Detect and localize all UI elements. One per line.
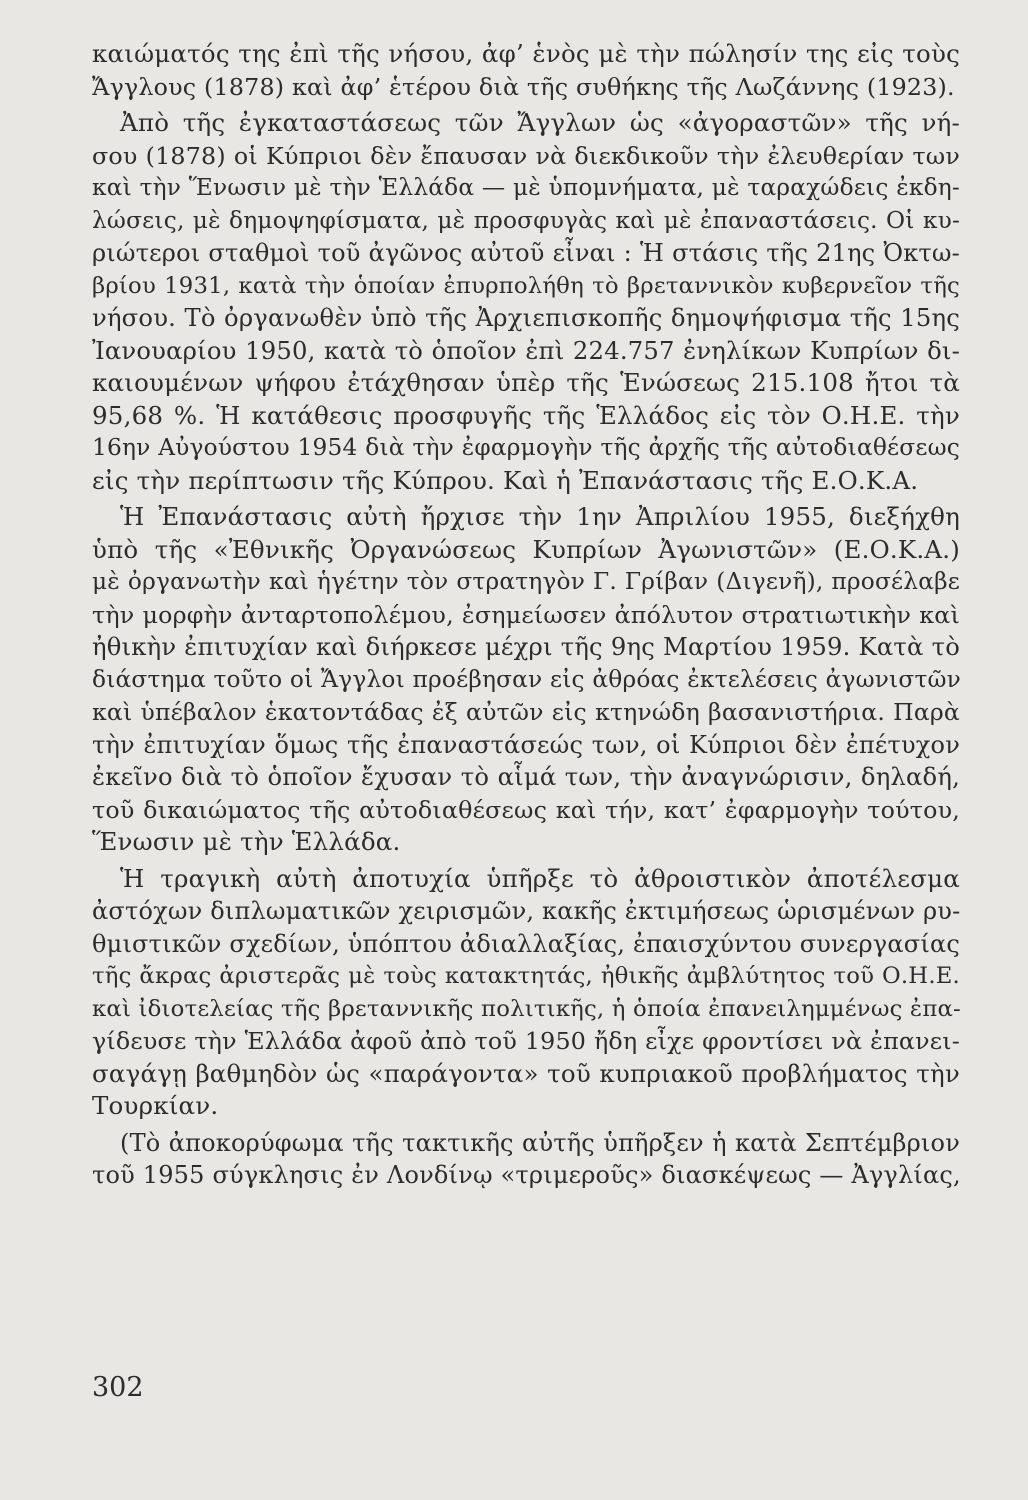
text-line: ἐκεῖνο διὰ τὸ ὁποῖον ἔχυσαν τὸ αἷμά των, τὴν ἀναγνώρισιν, δηλαδή, bbox=[92, 762, 960, 791]
paragraph-1 bbox=[92, 38, 960, 103]
paragraph-5 bbox=[92, 1127, 960, 1192]
text-line: τὴν μορφὴν ἀνταρτοπολέμου, ἐσημείωσεν ἀπόλυτον στρατιωτικὴν καὶ bbox=[92, 600, 960, 629]
paragraph-4 bbox=[92, 863, 960, 1123]
text-line: Ἕνωσιν μὲ τὴν Ἑλλάδα. bbox=[92, 827, 401, 856]
text-line: (Τὸ ἀποκορύφωμα τῆς τακτικῆς αὐτῆς ὑπῆρξεν ἡ κατὰ Σεπτέμβριον bbox=[120, 1128, 960, 1157]
text-line: διάστημα τοῦτο οἱ Ἄγγλοι προέβησαν εἰς ἀθρόας ἐκτελέσεις ἀγωνιστῶν bbox=[92, 665, 961, 693]
text-line: καιουμένων ψήφου ἐτάχθησαν ὑπὲρ τῆς Ἑνώσεως 215.108 ἤτοι τὰ bbox=[92, 368, 960, 397]
text-line: ἀστόχων διπλωματικῶν χειρισμῶν, κακῆς ἐκτιμήσεως ὡρισμένων ρυ- bbox=[92, 897, 961, 925]
text-line: νήσου. Τὸ ὀργανωθὲν ὑπὸ τῆς Ἀρχιεπισκοπῆς δημοψήφισμα τῆς 15ης bbox=[92, 303, 960, 332]
text-line: μὲ ὀργανωτὴν καὶ ἡγέτην τὸν στρατηγὸν Γ. Γρίβαν (Διγενῆ), προσέλαβε bbox=[92, 568, 960, 595]
text-line: Ἡ Ἐπανάστασις αὐτὴ ἤρχισε τὴν 1ην Ἀπριλίου 1955, διεξήχθη bbox=[120, 502, 960, 531]
paragraph-3 bbox=[92, 501, 960, 859]
text-line: τοῦ δικαιώματος τῆς αὐτοδιαθέσεως καὶ τήν, κατ’ ἐφαρμογὴν τούτου, bbox=[92, 795, 960, 824]
text-line: ἠθικὴν ἐπιτυχίαν καὶ διήρκεσε μέχρι τῆς 9ης Μαρτίου 1959. Κατὰ τὸ bbox=[92, 632, 960, 661]
text-line: τοῦ 1955 σύγκλησις ἐν Λονδίνῳ «τριμεροῦς» διασκέψεως — Ἀγγλίας, bbox=[92, 1161, 961, 1189]
paragraph-2 bbox=[92, 107, 960, 497]
text-line: καιώματός της ἐπὶ τῆς νήσου, ἀφ’ ἑνὸς μὲ τὴν πώλησίν της εἰς τοὺς bbox=[92, 39, 960, 68]
text-line: σαγάγῃ βαθμηδὸν ὡς «παράγοντα» τοῦ κυπριακοῦ προβλήματος τὴν bbox=[92, 1058, 960, 1088]
text-line: θμιστικῶν σχεδίων, ὑπόπτου ἀδιαλλαξίας, ἐπαισχύντου συνεργασίας bbox=[92, 929, 960, 958]
text-line: καὶ τὴν Ἕνωσιν μὲ τὴν Ἑλλάδα — μὲ ὑπομνήματα, μὲ ταραχώδεις ἐκδη- bbox=[92, 174, 960, 201]
text-line: εἰς τὴν περίπτωσιν τῆς Κύπρου. Καὶ ἡ Ἐπανάστασις τῆς Ε.Ο.Κ.Α. bbox=[92, 465, 919, 495]
text-line: τὴν ἐπιτυχίαν ὅμως τῆς ἐπαναστάσεώς των, οἱ Κύπριοι δὲν ἐπέτυχον bbox=[92, 730, 960, 759]
text-line: ριώτεροι σταθμοὶ τοῦ ἀγῶνος αὐτοῦ εἶναι : Ἡ στάσις τῆς 21ης Ὀκτω- bbox=[92, 239, 960, 267]
text-line: Τουρκίαν. bbox=[92, 1091, 219, 1120]
text-line: 16ην Αὐγούστου 1954 διὰ τὴν ἐφαρμογὴν τῆς ἀρχῆς τῆς αὐτοδιαθέσεως bbox=[92, 434, 960, 461]
text-line: καὶ ἰδιοτελείας τῆς βρεταννικῆς πολιτικῆς, ἡ ὁποία ἐπανειλημμένως ἐπα- bbox=[92, 995, 961, 1022]
text-line: Ἀπὸ τῆς ἐγκαταστάσεως τῶν Ἄγγλων ὡς «ἀγοραστῶν» τῆς νή- bbox=[120, 108, 960, 137]
text-line: σου (1878) οἱ Κύπριοι δὲν ἔπαυσαν νὰ διεκδικοῦν τὴν ἐλευθερίαν των bbox=[92, 141, 960, 170]
text-line: Ἡ τραγικὴ αὐτὴ ἀποτυχία ὑπῆρξε τὸ ἀθροιστικὸν ἀποτέλεσμα bbox=[120, 863, 960, 893]
text-line: καὶ ὑπέβαλον ἑκατοντάδας ἐξ αὐτῶν εἰς κτηνώδη βασανιστήρια. Παρὰ bbox=[92, 698, 960, 726]
text-line: τῆς ἄκρας ἀριστερᾶς μὲ τοὺς κατακτητάς, ἠθικῆς ἀμβλύτητος τοῦ Ο.Η.Ε. bbox=[92, 963, 960, 989]
text-line: γίδευσε τὴν Ἑλλάδα ἀφοῦ ἀπὸ τοῦ 1950 ἤδη εἶχε φροντίσει νὰ ἐπανει- bbox=[92, 1027, 960, 1055]
text-line: λώσεις, μὲ δημοψηφίσματα, μὲ προσφυγὰς καὶ μὲ ἐπαναστάσεις. Οἱ κυ- bbox=[92, 206, 960, 234]
text-line: ὑπὸ τῆς «Ἐθνικῆς Ὀργανώσεως Κυπρίων Ἀγωνιστῶν» (Ε.Ο.Κ.Α.) bbox=[92, 534, 960, 564]
text-line: Ἰανουαρίου 1950, κατὰ τὸ ὁποῖον ἐπὶ 224.757 ἐνηλίκων Κυπρίων δι- bbox=[92, 335, 960, 365]
text-line: Ἄγγλους (1878) καὶ ἀφ’ ἑτέρου διὰ τῆς συθήκης τῆς Λωζάννης (1923). bbox=[92, 72, 955, 101]
text-line: 95,68 %. Ἡ κατάθεσις προσφυγῆς τῆς Ἑλλάδος εἰς τὸν Ο.Η.Ε. τὴν bbox=[92, 400, 960, 430]
page-number: 302 bbox=[92, 1372, 144, 1403]
text-line: βρίου 1931, κατὰ τὴν ὁποίαν ἐπυρπολήθη τὸ βρεταννικὸν κυβερνεῖον τῆς bbox=[92, 272, 960, 299]
body-text bbox=[92, 38, 960, 1192]
